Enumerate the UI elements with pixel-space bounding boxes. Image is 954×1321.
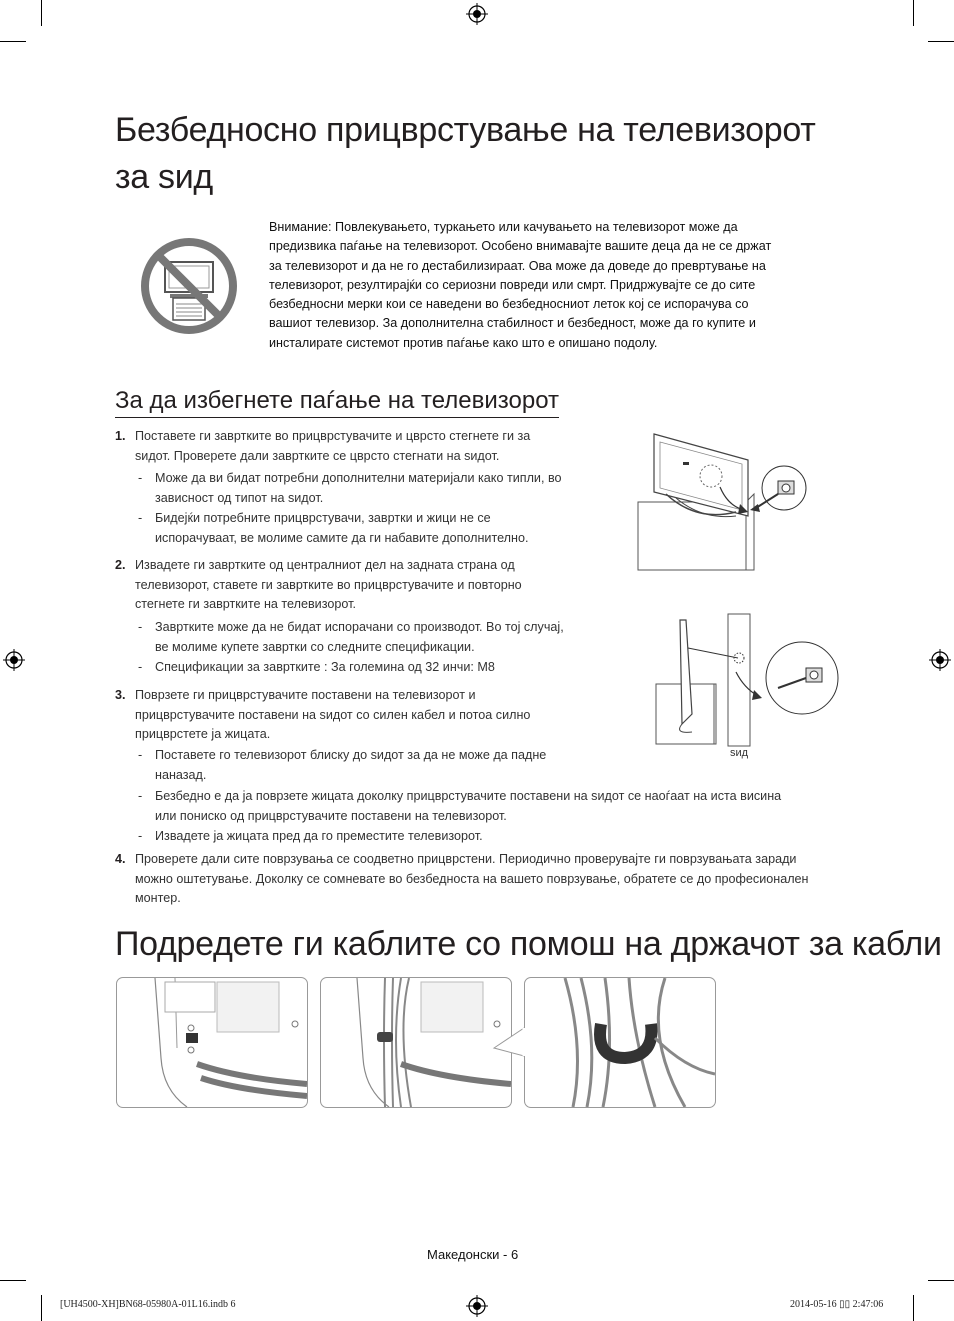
registration-mark-icon <box>466 3 488 25</box>
step-number: 4. <box>115 852 126 866</box>
crop-mark <box>913 1295 914 1321</box>
date-slug: 2014-05-16 ▯▯ 2:47:06 <box>790 1299 884 1310</box>
step-note: Може да ви бидат потребни дополнителни материјали како типли, во зависност од типот на ѕидот. <box>155 471 562 505</box>
step-text: Проверете дали сите поврзувања се соодветно прицврстени. Периодично проверувајте ги поврзувањата заради можно оштетување. Доколку се сомневате во безбедноста на вашето поврзување, обратете се до професионален монтер. <box>135 852 809 906</box>
registration-mark-icon <box>3 649 25 671</box>
callout-pointer <box>494 1028 526 1058</box>
tv-wall-cable-illustration <box>652 614 842 762</box>
step-note: Поставете го телевизорот блиску до ѕидот за да не може да падне наназад. <box>155 748 547 782</box>
crop-mark <box>913 0 914 26</box>
cable-holder-image-2 <box>320 977 512 1108</box>
step-note: Бидејќи потребните прицврстувачи, завртки и жици не се испорачуваат, ве молиме самите да ги набавите дополнително. <box>155 511 529 545</box>
tv-bracket-illustration <box>636 432 808 572</box>
warning-text: Внимание: Повлекувањето, туркањето или качувањето на телевизорот може да предизвика паѓање на телевизорот. Особено внимавајте вашите деца да не се држат за телевизорот и да не го дестабилизираат. Ова може да доведе до превртување на телевизорот, резултирајќи со сериозни повреди или смрт. Придржувајте се до сите безбедносни мерки кои се наведени во безбедносниот леток кој се испорачува со вашиот телевизор. За дополнителна стабилност и безбедност, може да го купите и инсталирате системот против паѓање како што е опишано подолу. <box>269 220 772 350</box>
step-note: Извадете ја жицата пред да го преместите телевизорот. <box>155 829 483 843</box>
wall-label: ѕид <box>730 747 749 759</box>
page-number: Македонски - 6 <box>427 1247 519 1262</box>
section-title: Подредете ги каблите со помош на држачот за кабли <box>115 925 942 963</box>
crop-mark <box>0 41 26 42</box>
step-text: Поврзете ги прицврстувачите поставени на телевизорот и прицврстувачите поставени на ѕидот со силен кабел и потоа силно прицврстете ја жицата. <box>135 688 531 742</box>
step-number: 3. <box>115 688 126 702</box>
crop-mark <box>928 41 954 42</box>
step-note: Завртките може да не бидат испорачани со производот. Во тој случај, ве молиме купете завртки со следните спецификации. <box>155 620 564 654</box>
step-number: 1. <box>115 429 126 443</box>
cable-holder-image-1 <box>116 977 308 1108</box>
step-text: Извадете ги завртките од централниот дел на задната страна од телевизорот, ставете ги завртките во прицврстувачите и повторно стегнете ги завртките на телевизорот. <box>135 558 522 612</box>
page-title: Безбедносно прицврстување на телевизорот за ѕид <box>115 111 816 196</box>
registration-mark-icon <box>929 649 951 671</box>
file-slug: [UH4500-XH]BN68-05980A-01L16.indb 6 <box>60 1299 236 1310</box>
crop-mark <box>0 1280 26 1281</box>
no-climbing-tv-icon <box>140 237 238 335</box>
subsection-heading: За да избегнете паѓање на телевизорот <box>115 386 559 418</box>
crop-mark <box>928 1280 954 1281</box>
step-note: Безбедно е да ја поврзете жицата доколку прицврстувачите поставени на ѕидот се наоѓаат на иста висина или пониско од прицврстувачите поставени на телевизорот. <box>155 789 782 823</box>
crop-mark <box>41 1295 42 1321</box>
registration-mark-icon <box>466 1295 488 1317</box>
cable-holder-image-3 <box>524 977 716 1108</box>
step-number: 2. <box>115 558 126 572</box>
step-note: Спецификации за завртките : За големина од 32 инчи: M8 <box>155 660 495 674</box>
crop-mark <box>41 0 42 26</box>
step-text: Поставете ги завртките во прицврстувачите и цврсто стегнете ги за ѕидот. Проверете дали завртките се цврсто стегнати на ѕидот. <box>135 429 531 463</box>
